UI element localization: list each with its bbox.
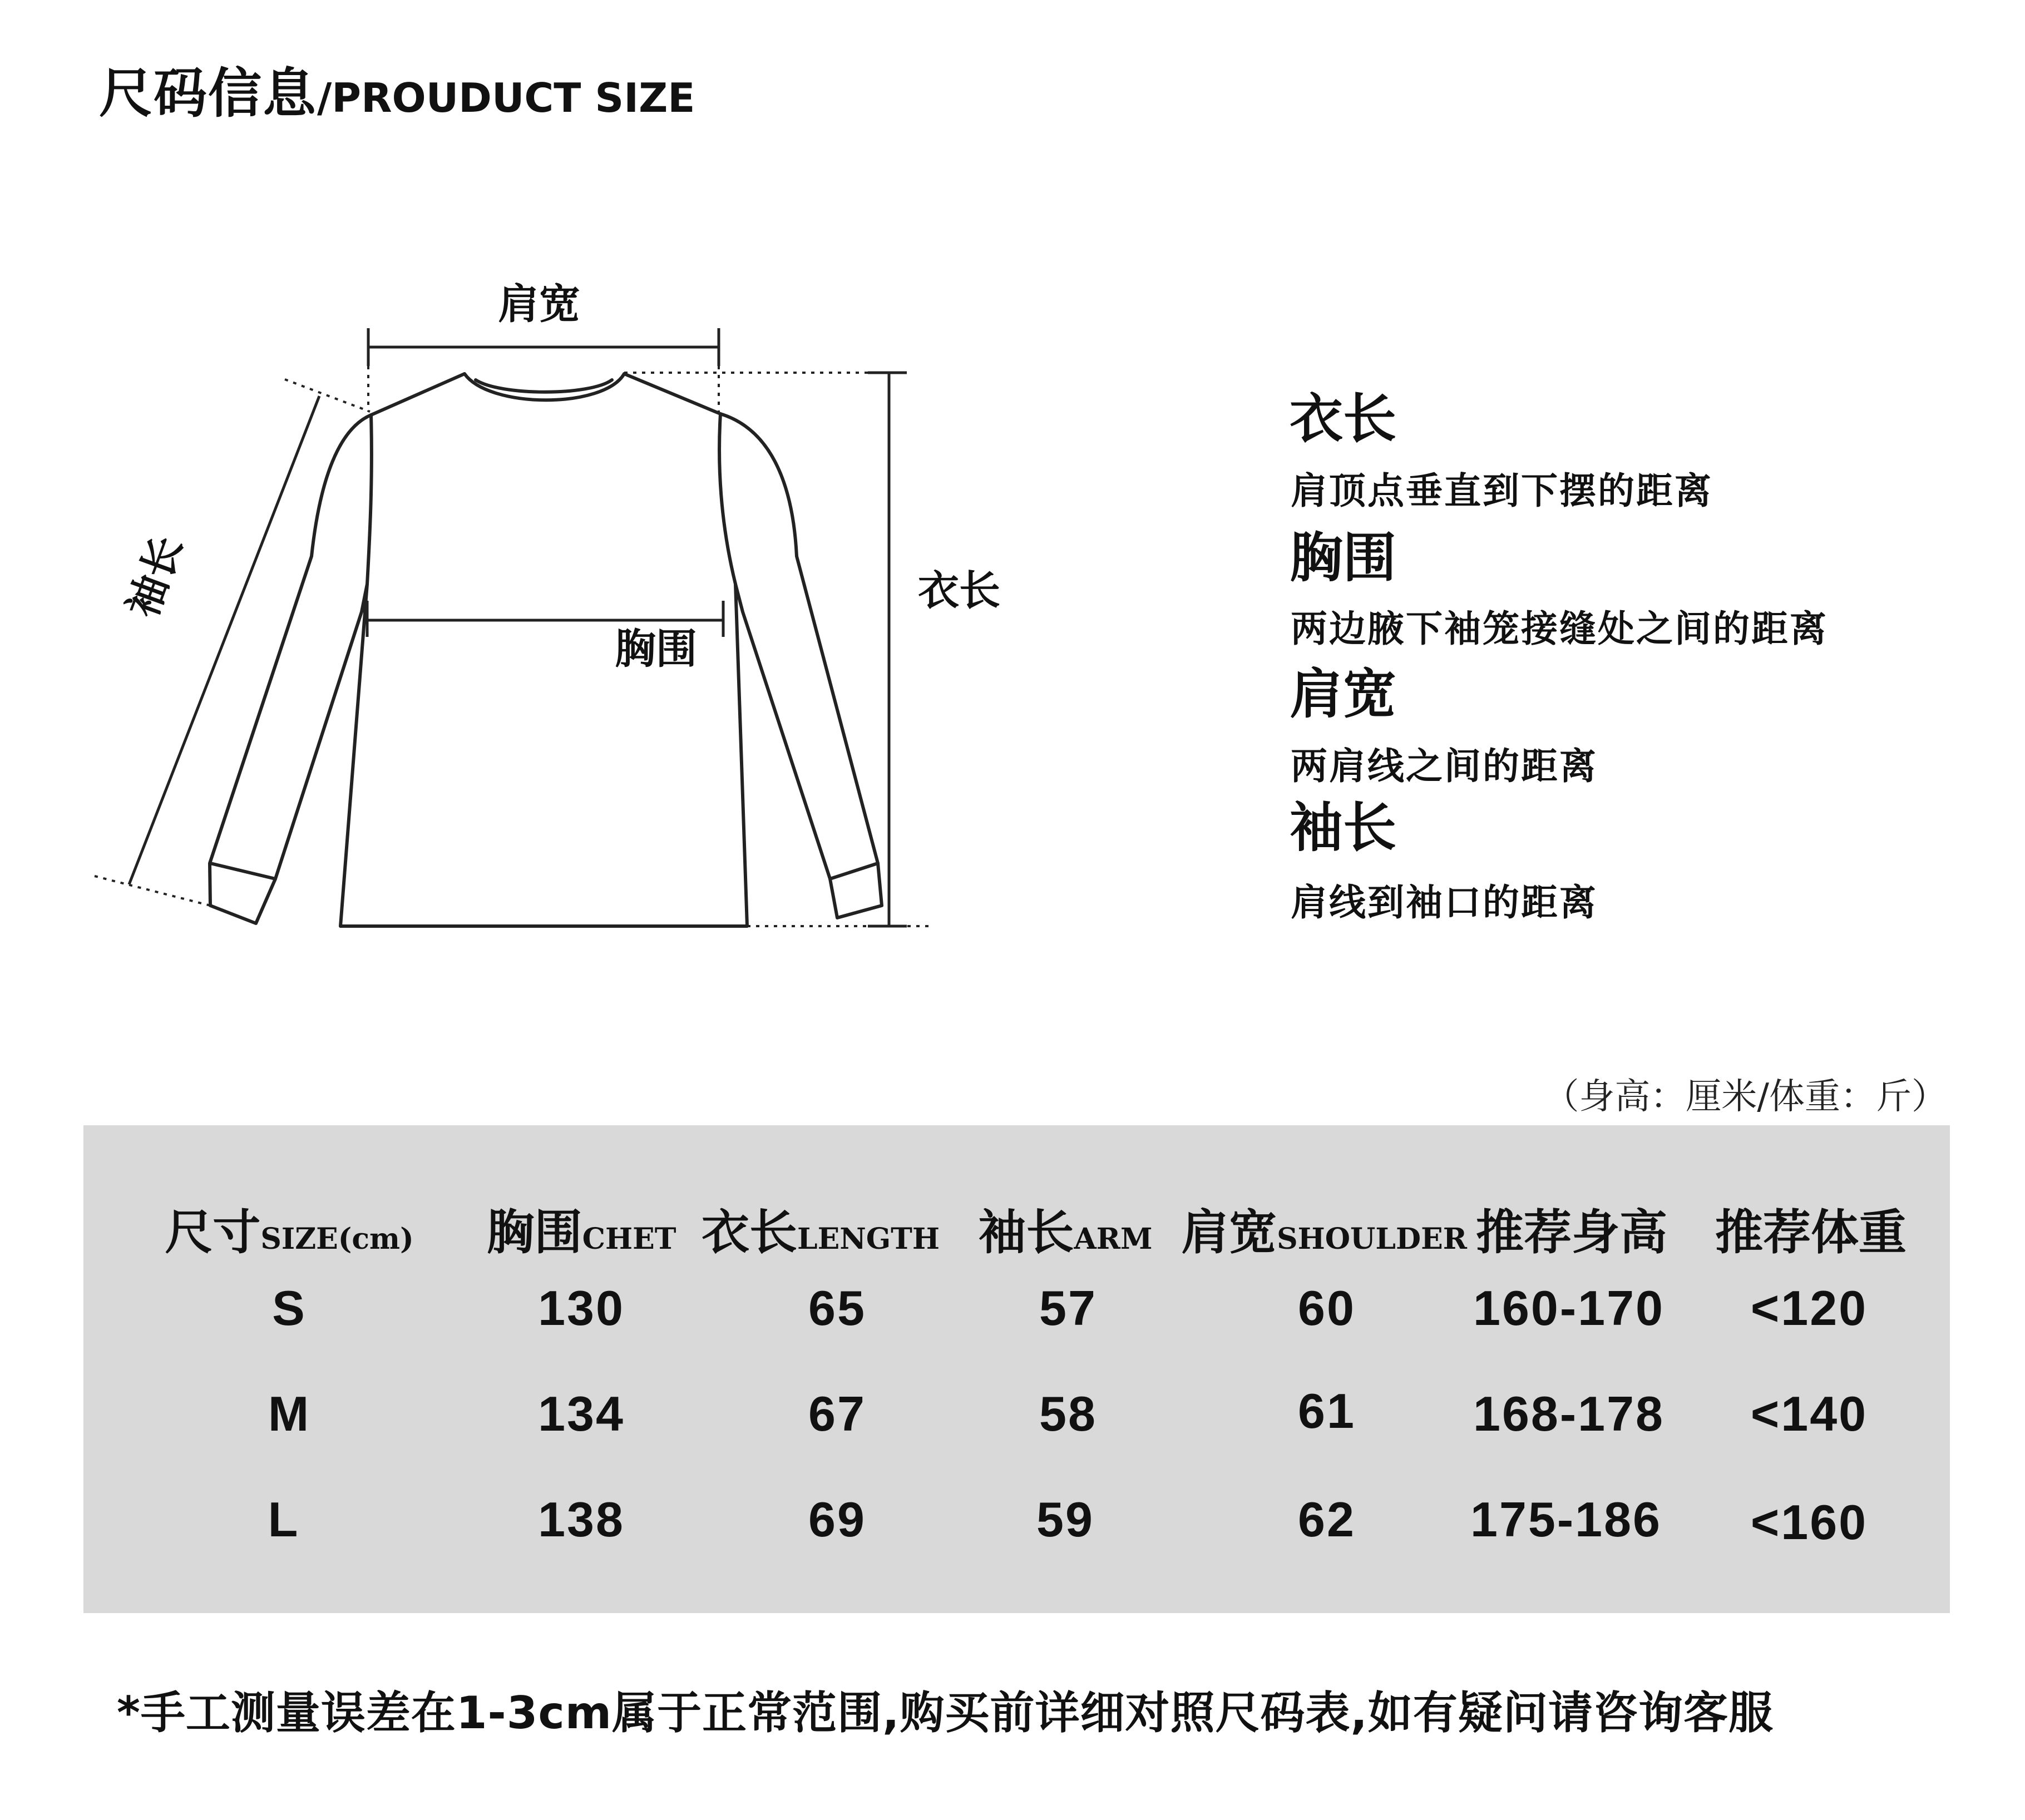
sleeve-label: 袖长 (118, 530, 192, 624)
sweater-outline (210, 374, 882, 926)
chest-label: 胸围 (615, 625, 697, 673)
table-cell: <120 (1750, 1280, 1868, 1336)
title-en: /PROUDUCT SIZE (317, 75, 695, 121)
size-table (83, 1125, 1950, 1613)
header-recommended-height: 推荐身高 (1476, 1204, 1667, 1260)
table-cell: 61 (1298, 1383, 1356, 1438)
table-cell: 60 (1298, 1280, 1356, 1336)
definition-text-shoulder: 两肩线之间的距离 (1291, 745, 1598, 788)
table-cell: 58 (1039, 1386, 1097, 1441)
table-cell: 130 (538, 1280, 625, 1336)
shoulder-label: 肩宽 (498, 280, 580, 328)
definition-title-shoulder: 肩宽 (1290, 663, 1396, 725)
definition-title-chest: 胸围 (1290, 527, 1396, 589)
sleeve-measure-line (129, 396, 319, 884)
header-size: 尺寸SIZE(cm) (165, 1204, 414, 1260)
definition-title-sleeve: 袖长 (1290, 797, 1396, 859)
definition-title-length: 衣长 (1290, 388, 1396, 450)
table-cell: 160-170 (1473, 1280, 1665, 1336)
header-arm: 袖长ARM (978, 1204, 1153, 1260)
length-label: 衣长 (918, 567, 1000, 615)
definition-text-length: 肩顶点垂直到下摆的距离 (1291, 469, 1713, 512)
measurement-footnote: *手工测量误差在1-3cm属于正常范围,购买前详细对照尺码表,如有疑问请咨询客服 (117, 1687, 1774, 1739)
table-cell: M (268, 1386, 311, 1441)
header-shoulder: 肩宽SHOULDER (1181, 1204, 1467, 1260)
table-cell: 59 (1036, 1492, 1094, 1547)
table-cell: 62 (1298, 1492, 1356, 1547)
table-cell: 168-178 (1473, 1386, 1665, 1441)
table-cell: L (268, 1492, 300, 1547)
right-cuff-line (830, 863, 878, 879)
table-cell: 138 (538, 1492, 625, 1547)
left-sleeve-inner-line (367, 415, 372, 584)
definition-text-sleeve: 肩线到袖口的距离 (1291, 881, 1598, 924)
table-cell: <160 (1750, 1495, 1868, 1550)
table-cell: 67 (808, 1386, 866, 1441)
collar-inner (476, 380, 612, 392)
table-cell: 175-186 (1470, 1492, 1662, 1547)
table-cell: 57 (1039, 1280, 1097, 1336)
table-cell: 65 (808, 1280, 866, 1336)
header-recommended-weight: 推荐体重 (1715, 1204, 1907, 1260)
unit-note: （身高：厘米/体重：斤） (1543, 1076, 1947, 1117)
table-cell: 134 (538, 1386, 625, 1441)
table-cell: S (272, 1280, 307, 1336)
right-sleeve-inner-line (719, 414, 735, 584)
table-cell: <140 (1750, 1386, 1868, 1441)
header-chest: 胸围CHET (486, 1204, 676, 1260)
title-zh: 尺码信息 (99, 62, 317, 125)
table-cell: 69 (808, 1492, 866, 1547)
left-cuff-line (210, 863, 275, 879)
definition-text-chest: 两边腋下袖笼接缝处之间的距离 (1291, 607, 1828, 650)
header-length: 衣长LENGTH (702, 1204, 940, 1260)
